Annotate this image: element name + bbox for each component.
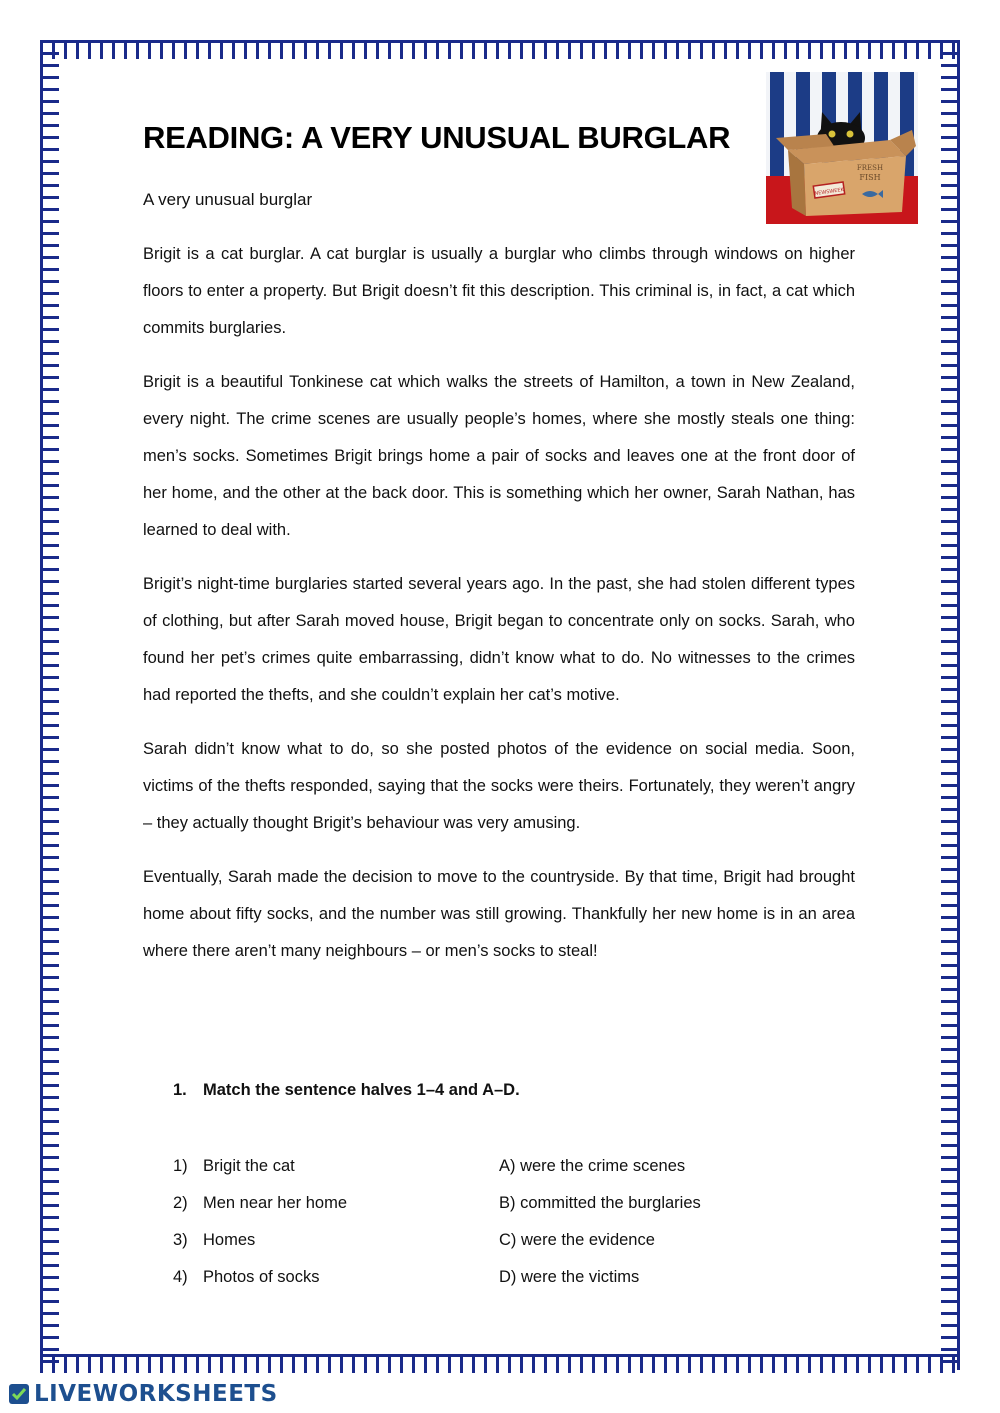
reading-passage — [143, 236, 855, 987]
match-number: 1) — [173, 1157, 188, 1175]
paragraph: Brigit’s night-time burglaries started several years ago. In the past, she had stolen different types of clothing, but after Sarah moved house, Brigit began to concentrate only on socks. Sarah, who found her pet’s crimes quite embarrassing, didn’t know what to do. No witnesses to the crimes had reported the thefts, and she couldn’t explain her cat’s motive. — [143, 575, 855, 704]
match-number: 3) — [173, 1231, 188, 1249]
match-left-item: Men near her home — [203, 1194, 347, 1212]
svg-text:FISH: FISH — [859, 173, 881, 182]
subtitle: A very unusual burglar — [143, 190, 313, 209]
paragraph: Eventually, Sarah made the decision to move to the countryside. By that time, Brigit had brought home about fifty socks, and the number was still growing. Thankfully her new home is in an area where there aren’t many neighbours – or men’s socks to steal! — [143, 868, 855, 960]
task-text: Match the sentence halves 1–4 and A–D. — [203, 1081, 520, 1099]
match-row — [173, 1189, 873, 1226]
match-right-item: C) were the evidence — [499, 1231, 655, 1249]
liveworksheets-logo — [8, 1380, 278, 1408]
border-left — [40, 40, 59, 1370]
matching-exercise — [173, 1152, 873, 1300]
match-right-item: B) committed the burglaries — [499, 1194, 701, 1212]
task-instruction — [173, 1081, 520, 1100]
svg-text:NEWSWEEK: NEWSWEEK — [814, 186, 845, 198]
match-left-item: Brigit the cat — [203, 1157, 295, 1175]
logo-text: LIVEWORKSHEETS — [34, 1381, 278, 1407]
page-title: READING: A VERY UNUSUAL BURGLAR — [143, 120, 731, 155]
match-row — [173, 1226, 873, 1263]
match-number: 2) — [173, 1194, 188, 1212]
task-number: 1. — [173, 1081, 187, 1099]
border-right — [941, 40, 960, 1370]
border-bottom — [40, 1354, 958, 1373]
match-left-item: Homes — [203, 1231, 256, 1249]
match-right-item: D) were the victims — [499, 1268, 640, 1286]
match-right-item: A) were the crime scenes — [499, 1157, 686, 1175]
match-row — [173, 1152, 873, 1189]
match-number: 4) — [173, 1268, 188, 1286]
paragraph: Brigit is a beautiful Tonkinese cat which walks the streets of Hamilton, a town in New Zealand, every night. The crime scenes are usually people’s homes, where she mostly steals one thing: men’s socks. Sometimes Brigit brings home a pair of socks and leaves one at the front door of her home, and the other at the back door. This is something which her owner, Sarah Nathan, has learned to deal with. — [143, 373, 855, 539]
paragraph: Brigit is a cat burglar. A cat burglar is usually a burglar who climbs through windows on higher floors to enter a property. But Brigit doesn’t fit this description. This criminal is, in fact, a cat which commits burglaries. — [143, 245, 855, 337]
svg-text:FRESH: FRESH — [856, 164, 884, 172]
cat-in-box-illustration — [766, 72, 918, 224]
paragraph: Sarah didn’t know what to do, so she posted photos of the evidence on social media. Soon, victims of the thefts responded, saying that the socks were theirs. Fortunately, they weren’t angry – they actually thought Brigit’s behaviour was very amusing. — [143, 740, 855, 832]
checkmark-logo-icon — [8, 1383, 30, 1405]
match-row — [173, 1263, 873, 1300]
match-left-item: Photos of socks — [203, 1268, 320, 1286]
border-top — [40, 40, 958, 59]
